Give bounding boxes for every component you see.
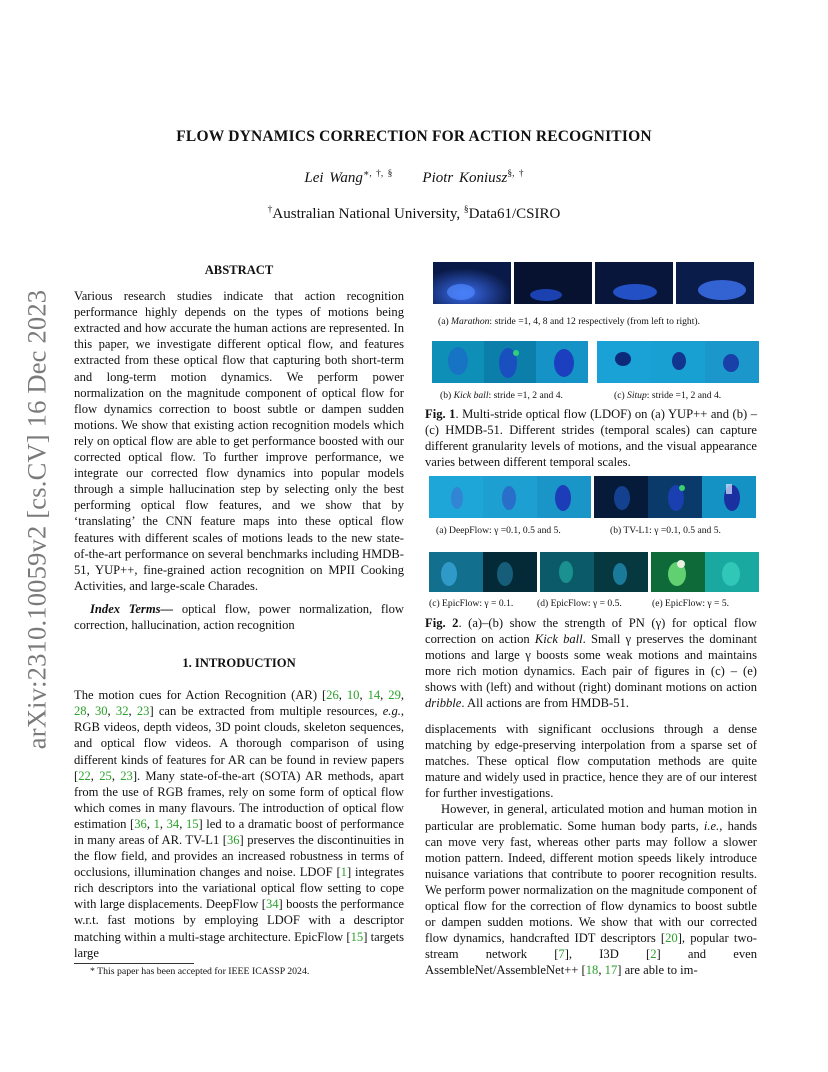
citation-link[interactable]: 28 <box>74 704 87 719</box>
right-column <box>425 721 757 979</box>
citation-link[interactable]: 25 <box>99 768 112 783</box>
flow-image <box>648 476 702 518</box>
arxiv-id: arXiv:2310.10059v2 [cs.CV] 16 Dec 2023 <box>21 289 52 749</box>
fig1b-panels <box>432 341 588 383</box>
flow-image <box>484 341 536 383</box>
author-marks: §, † <box>507 169 524 179</box>
flow-image <box>594 552 648 592</box>
citation-link[interactable]: 2 <box>650 947 657 962</box>
flow-image <box>540 552 594 592</box>
affil-csiro: Data61/CSIRO <box>468 206 561 222</box>
arxiv-stamp <box>22 284 52 754</box>
citation-link[interactable]: 26 <box>326 688 339 703</box>
index-terms-text: optical flow, power normalization, flow correction, hallucination, action recognition <box>74 601 404 632</box>
citation-link[interactable]: 23 <box>120 768 133 783</box>
fig1-caption <box>425 406 757 470</box>
footnote-rule <box>74 963 194 964</box>
fig2cde-panels <box>429 552 759 592</box>
citation-link[interactable]: 18 <box>585 963 599 978</box>
flow-image <box>651 341 705 383</box>
citation-link[interactable]: 32 <box>115 704 129 719</box>
fig2ab-panels <box>429 476 756 518</box>
citation-link[interactable]: 7 <box>558 947 565 962</box>
index-terms-label: Index Terms— <box>90 601 174 616</box>
flow-image <box>537 476 591 518</box>
citation-link[interactable]: 30 <box>94 704 108 719</box>
intro-heading: 1. INTRODUCTION <box>182 656 296 671</box>
author-name: Piotr Koniusz <box>422 170 508 186</box>
affil-anu: Australian National University, <box>272 206 464 222</box>
fig1c-panels <box>597 341 759 383</box>
fig2-caption: Fig. 2. (a)–(b) show the strength of PN (γ) for optical flow correction on action Kick ball. Small γ preserves the dominant motions and large γ boosts some weak motions and maintains more rich motion dynamics. Each pair of figures in (c) – (e) shows with (left) and without (right) dominant motions on action dribble. All actions are from HMDB-51. <box>425 616 757 711</box>
citation-link[interactable]: 1 <box>340 865 347 880</box>
intro-paragraph: The motion cues for Action Recognition (AR) [26, 10, 14, 29, 28, 30, 32, 23] can be extracted from multiple resources, e.g., RGB videos, depth videos, 3D point clouds, skeleton sequences, and optical flow videos. A thorough comparison of using different kinds of features for AR can be found in review papers [22, 25, 23]. Many state-of-the-art (SOTA) AR methods, apart from the use of RGB frames, rely on some form of optical flow which comes in many flavours. The introduction of optical flow estimation [36, 1, 34, 15] led to a dramatic boost of performance in many areas of AR. TV-L1 [36] preserves the discontinuities in the flow field, and provides an increased robustness in terms of occlusions, illumination changes and noise. LDOF [1] integrates rich descriptors into the variational optical flow setting to cope with large displacements. DeepFlow [34] boosts the performance w.r.t. fast motions by employing LDOF with a descriptor matching within a multi-stage architecture. EpicFlow [15] targets large <box>74 688 405 960</box>
body-paragraph: However, in general, articulated motion and human motion in particular are problematic. Some human body parts, i.e., hands can move very fast, whereas other parts may follow a slower motion pattern. Indeed, different motion speeds likely introduce nuisance variations that contribute to poorer recognition results. We perform power normalization on the magnitude component of optical flow for the correction of flow dynamics to boost subtle or dampen sudden motions. We show that with our corrected flow dynamics, handcrafted IDT descriptors [20], popular two-stream network [7], I3D [2] and even AssembleNet/AssembleNet++ [18, 17] are able to im- <box>425 802 758 978</box>
flow-image <box>651 552 705 592</box>
citation-link[interactable]: 17 <box>604 963 618 978</box>
flow-image <box>536 341 588 383</box>
flow-image <box>429 552 483 592</box>
flow-image <box>429 476 483 518</box>
citation-link[interactable]: 34 <box>265 897 279 912</box>
abstract-text: Various research studies indicate that action recognition performance highly depends on the types of motions being extracted and how accurate the human actions are represented. In this paper, we investigate different optical flow, and features extracted from these optical flow that capturing both short-term and long-term motion dynamics. We perform power normalization on the magnitude component of optical flow for flow dynamics correction to boost subtle or dampen sudden motions. We show that existing action recognition models which rely on optical flow are able to get performance boosted with our corrected optical flow. To further improve performance, we integrate our corrected flow dynamics into popular models through a simple hallucination step by selecting only the best performing optical flow features, and we show that by ‘translating’ the CNN feature maps into these optical flow features with different scales of motions leads to the new state-of-the-art performance on several benchmarks including HMDB-51, YUP++, fine-grained action recognition on MPII Cooking Activities, and large-scale Charades. <box>74 289 404 593</box>
flow-image <box>432 341 484 383</box>
authors <box>0 168 828 187</box>
fig2d-caption: (d) EpicFlow: γ = 0.5. <box>537 598 622 609</box>
fig2c-caption: (c) EpicFlow: γ = 0.1. <box>429 598 514 609</box>
author-name: Lei Wang <box>304 170 363 186</box>
citation-link[interactable]: 22 <box>78 768 91 783</box>
flow-image <box>595 262 673 304</box>
fig1a-caption: (a) Marathon: stride =1, 4, 8 and 12 respectively (from left to right). <box>438 316 700 327</box>
citation-link[interactable]: 15 <box>185 816 199 831</box>
flow-image <box>594 476 648 518</box>
citation-link[interactable]: 15 <box>350 929 364 944</box>
citation-link[interactable]: 10 <box>346 688 360 703</box>
flow-image <box>676 262 754 304</box>
citation-link[interactable]: 36 <box>134 816 147 831</box>
citation-link[interactable]: 1 <box>153 816 160 831</box>
flow-image <box>514 262 592 304</box>
fig1c-caption: (c) Situp: stride =1, 2 and 4. <box>614 390 722 401</box>
fig2b-caption: (b) TV-L1: γ =0.1, 0.5 and 5. <box>610 525 721 536</box>
index-terms <box>74 601 404 633</box>
affil-mark: † <box>267 205 273 215</box>
fig2e-caption: (e) EpicFlow: γ = 5. <box>652 598 730 609</box>
flow-image <box>483 476 537 518</box>
author-marks: ∗, †, § <box>362 169 393 179</box>
flow-image <box>705 552 759 592</box>
citation-link[interactable]: 14 <box>367 688 381 703</box>
citation-link[interactable]: 29 <box>388 688 401 703</box>
citation-link[interactable]: 23 <box>136 704 150 719</box>
footnote: * This paper has been accepted for IEEE ICASSP 2024. <box>90 966 310 977</box>
fig1a-panels <box>433 262 754 304</box>
fig2-label: Fig. 2 <box>425 616 459 630</box>
flow-image <box>483 552 537 592</box>
citation-link[interactable]: 36 <box>226 833 240 847</box>
citation-link[interactable]: 20 <box>665 931 678 946</box>
citation-link[interactable]: 34 <box>166 816 180 831</box>
affil-mark: § <box>463 205 469 215</box>
flow-image <box>702 476 756 518</box>
fig1-caption-text: . Multi-stride optical flow (LDOF) on (a) YUP++ and (b) – (c) HMDB-51. Different strides (temporal scales) can capture different granularity levels of motions, and the visual appearance varies between different temporal scales. <box>425 407 757 470</box>
fig1b-caption: (b) Kick ball: stride =1, 2 and 4. <box>440 390 563 401</box>
abstract-heading: ABSTRACT <box>204 263 274 277</box>
flow-image <box>705 341 759 383</box>
flow-image <box>597 341 651 383</box>
flow-image <box>433 262 511 304</box>
paper-title: FLOW DYNAMICS CORRECTION FOR ACTION RECOGNITION <box>176 128 652 145</box>
fig1-label: Fig. 1 <box>425 407 456 421</box>
body-paragraph: displacements with significant occlusions through a dense matching by edge-preserving interpolation from a sparse set of matches. These optical flow computation methods are quite mature and widely used in practice, hence they are of our interest for further investigations. <box>425 722 757 801</box>
left-column <box>74 262 404 961</box>
fig2a-caption: (a) DeepFlow: γ =0.1, 0.5 and 5. <box>436 525 561 536</box>
affiliations <box>0 205 828 223</box>
